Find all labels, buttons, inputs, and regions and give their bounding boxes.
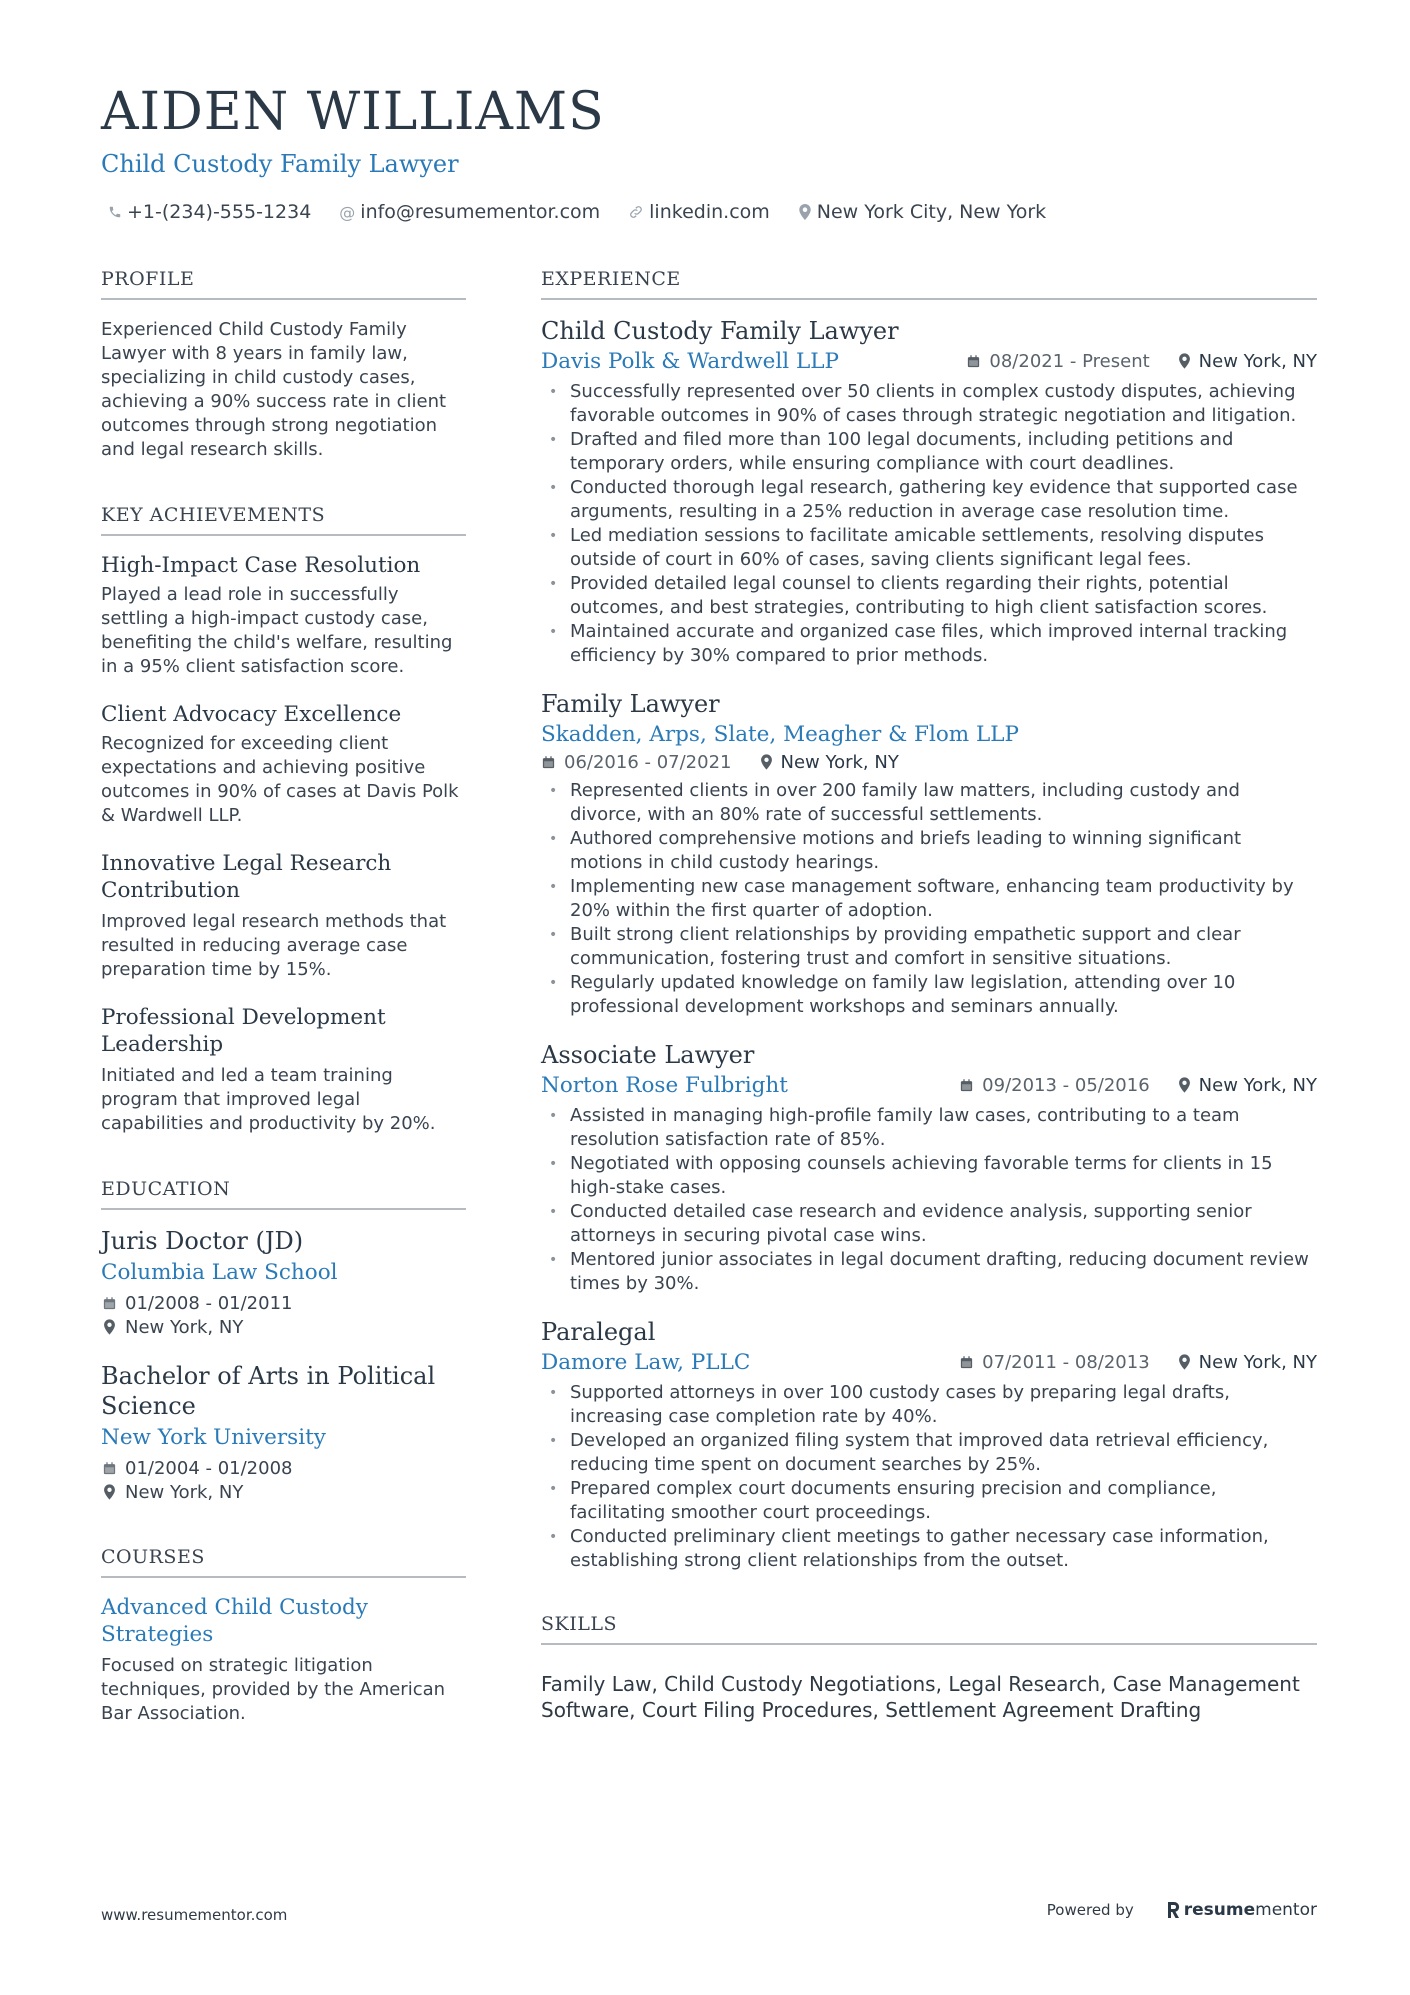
map-pin-icon: [101, 1484, 117, 1500]
bullet-item: • Successfully represented over 50 clients in complex custody disputes, achieving favorable outcomes in 90% of cases through strategic negotiation and litigation.: [541, 380, 1317, 428]
footer-branding: [1047, 1900, 1317, 1920]
job-location: [1178, 1075, 1317, 1096]
education-heading: EDUCATION: [101, 1178, 466, 1210]
bullet-item: • Represented clients in over 200 family law matters, including custody and divorce, with an 80% rate of successful settlements.: [541, 779, 1317, 827]
location-text: New York, NY: [1198, 350, 1317, 372]
education-dates: [101, 1456, 466, 1480]
job-row: [541, 346, 1317, 376]
calendar-icon: [966, 354, 981, 369]
company-name: Norton Rose Fulbright: [541, 1072, 788, 1098]
education-dates: [101, 1291, 466, 1315]
candidate-name: AIDEN WILLIAMS: [101, 82, 605, 142]
bullet-item: • Implementing new case management software, enhancing team productivity by 20% within the first quarter of adoption.: [541, 875, 1317, 923]
experience-heading: EXPERIENCE: [541, 268, 1317, 300]
skills-text: Family Law, Child Custody Negotiations, Legal Research, Case Management Software, Court Filing Procedures, Settlement Agreement Drafting: [541, 1672, 1300, 1722]
bullet-item: • Developed an organized filing system that improved data retrieval efficiency, reducing time spent on document searches by 25%.: [541, 1429, 1317, 1477]
bullet-item: • Conducted detailed case research and evidence analysis, supporting senior attorneys in securing pivotal case wins.: [541, 1200, 1317, 1248]
contact-bar: [108, 201, 1074, 223]
candidate-title: Child Custody Family Lawyer: [101, 150, 459, 178]
calendar-icon: [959, 1355, 974, 1370]
job-row: [541, 1347, 1317, 1377]
link-icon: [628, 204, 644, 220]
achievement-text: Recognized for exceeding client expectations and achieving positive outcomes in 90% of cases at Davis Polk & Wardwell LLP.: [101, 733, 459, 826]
education-location: [101, 1480, 466, 1504]
education-item: [101, 1226, 466, 1339]
job-row: [541, 1070, 1317, 1100]
brand-logo[interactable]: [1166, 1900, 1317, 1920]
profile-heading: PROFILE: [101, 268, 466, 300]
location-text: New York, NY: [1198, 1351, 1317, 1373]
job-dates: [959, 1352, 1150, 1373]
powered-by-text: Powered by: [1046, 1901, 1134, 1919]
achievements-heading: KEY ACHIEVEMENTS: [101, 504, 466, 536]
course-item: [101, 1594, 466, 1726]
job-entry: [541, 1040, 1317, 1296]
dates-text: 07/2011 - 08/2013: [982, 1351, 1150, 1373]
bullet-item: • Maintained accurate and organized case files, which improved internal tracking efficiency by 30% compared to prior methods.: [541, 620, 1317, 668]
bullet-item: • Regularly updated knowledge on family law legislation, attending over 10 professional development workshops and seminars annually.: [541, 971, 1317, 1019]
job-bullets: [541, 380, 1317, 668]
bullet-item: • Supported attorneys in over 100 custody cases by preparing legal drafts, increasing case completion rate by 40%.: [541, 1381, 1317, 1429]
map-pin-icon: [760, 754, 773, 770]
bullet-item: • Negotiated with opposing counsels achieving favorable terms for clients in 15 high-stake cases.: [541, 1152, 1317, 1200]
job-title: Family Lawyer: [541, 690, 720, 718]
profile-text: Experienced Child Custody Family Lawyer with 8 years in family law, specializing in child custody cases, achieving a 90% success rate in client outcomes through strong negotiation and legal research skills.: [101, 319, 447, 460]
calendar-icon: [101, 1461, 117, 1476]
phone-icon: [108, 205, 122, 219]
job-title: Paralegal: [541, 1318, 656, 1346]
achievement-title: Professional Development Leadership: [101, 1005, 386, 1057]
map-pin-icon: [1178, 1077, 1191, 1093]
job-dates: [966, 351, 1149, 372]
bullet-item: • Conducted thorough legal research, gathering key evidence that supported case arguments, resulting in a 25% reduction in average case resolution time.: [541, 476, 1317, 524]
location-text: New York, NY: [780, 751, 899, 773]
job-dates: [959, 1075, 1150, 1096]
calendar-icon: [959, 1078, 974, 1093]
achievement-title: Client Advocacy Excellence: [101, 702, 402, 727]
bullet-item: • Drafted and filed more than 100 legal documents, including petitions and temporary orders, while ensuring compliance with court deadlines.: [541, 428, 1317, 476]
achievement-title: Innovative Legal Research Contribution: [101, 851, 392, 903]
email-text[interactable]: info@resumementor.com: [360, 201, 601, 223]
job-meta: [541, 749, 1317, 775]
bullet-item: • Provided detailed legal counsel to clients regarding their rights, potential outcomes, and best strategies, contributing to high client satisfaction scores.: [541, 572, 1317, 620]
bullet-item: • Prepared complex court documents ensuring precision and compliance, facilitating smoother court proceedings.: [541, 1477, 1317, 1525]
location-text: New York City, New York: [816, 201, 1047, 223]
education-location: [101, 1315, 466, 1339]
job-bullets: [541, 1381, 1317, 1573]
footer-website[interactable]: www.resumementor.com: [101, 1906, 288, 1924]
degree-title: Bachelor of Arts in Political Science: [101, 1362, 436, 1420]
bullet-item: • Authored comprehensive motions and briefs leading to winning significant motions in child custody hearings.: [541, 827, 1317, 875]
right-column: [541, 268, 1317, 1723]
dates-text: 08/2021 - Present: [989, 350, 1150, 372]
skills-heading: SKILLS: [541, 1613, 1317, 1645]
company-name: Skadden, Arps, Slate, Meagher & Flom LLP: [541, 721, 1020, 747]
dates-text: 01/2004 - 01/2008: [125, 1457, 293, 1479]
course-title: Advanced Child Custody Strategies: [101, 1595, 368, 1647]
left-column: [101, 268, 466, 1726]
location-text: New York, NY: [1198, 1074, 1317, 1096]
dates-text: 09/2013 - 05/2016: [982, 1074, 1150, 1096]
job-meta: [959, 1075, 1317, 1096]
course-text: Focused on strategic litigation techniques, provided by the American Bar Association.: [101, 1655, 446, 1724]
bullet-item: • Led mediation sessions to facilitate amicable settlements, resolving disputes outside of court in 60% of cases, saving clients significant legal fees.: [541, 524, 1317, 572]
brand-text-resume: resume: [1183, 1900, 1256, 1920]
calendar-icon: [541, 755, 556, 770]
job-bullets: [541, 1104, 1317, 1296]
contact-phone: [108, 201, 311, 223]
contact-email[interactable]: [339, 201, 600, 223]
school-name: Columbia Law School: [101, 1260, 338, 1285]
calendar-icon: [101, 1296, 117, 1311]
bullet-item: • Built strong client relationships by providing empathetic support and clear communication, fostering trust and comfort in sensitive situations.: [541, 923, 1317, 971]
achievement-item: [101, 552, 466, 679]
bullet-item: • Assisted in managing high-profile family law cases, contributing to a team resolution satisfaction rate of 85%.: [541, 1104, 1317, 1152]
achievement-title: High-Impact Case Resolution: [101, 553, 421, 578]
dates-text: 06/2016 - 07/2021: [564, 751, 732, 773]
map-pin-icon: [798, 204, 812, 220]
achievement-item: [101, 701, 466, 828]
map-pin-icon: [1178, 353, 1191, 369]
job-location: [1178, 351, 1317, 372]
bullet-item: • Conducted preliminary client meetings to gather necessary case information, establishing strong client relationships from the outset.: [541, 1525, 1317, 1573]
linkedin-text[interactable]: linkedin.com: [649, 201, 770, 223]
degree-title: Juris Doctor (JD): [101, 1227, 304, 1255]
job-location: [760, 752, 899, 773]
at-icon: @: [339, 202, 356, 222]
job-title: Associate Lawyer: [541, 1041, 755, 1069]
achievement-item: [101, 1004, 466, 1136]
map-pin-icon: [101, 1319, 117, 1335]
education-item: [101, 1361, 466, 1504]
bullet-item: • Mentored junior associates in legal document drafting, reducing document review times by 30%.: [541, 1248, 1317, 1296]
school-name: New York University: [101, 1425, 326, 1450]
achievement-text: Initiated and led a team training program that improved legal capabilities and productivity by 20%.: [101, 1065, 436, 1134]
achievement-text: Played a lead role in successfully settling a high-impact custody case, benefiting the child's welfare, resulting in a 95% client satisfaction score.: [101, 584, 453, 677]
achievement-text: Improved legal research methods that resulted in reducing average case preparation time by 15%.: [101, 911, 447, 980]
job-entry: [541, 316, 1317, 668]
brand-mark-icon: [1166, 1900, 1180, 1920]
achievement-item: [101, 850, 466, 982]
dates-text: 01/2008 - 01/2011: [125, 1292, 293, 1314]
map-pin-icon: [1178, 1354, 1191, 1370]
job-location: [1178, 1352, 1317, 1373]
job-bullets: [541, 779, 1317, 1019]
contact-location: [798, 201, 1046, 223]
job-entry: [541, 689, 1317, 1019]
job-meta: [959, 1352, 1317, 1373]
job-entry: [541, 1317, 1317, 1573]
brand-text-mentor: mentor: [1255, 1900, 1317, 1920]
job-row: [541, 719, 1317, 749]
job-meta: [966, 351, 1317, 372]
company-name: Damore Law, PLLC: [541, 1349, 751, 1375]
location-text: New York, NY: [125, 1481, 244, 1503]
job-title: Child Custody Family Lawyer: [541, 317, 899, 345]
courses-heading: COURSES: [101, 1546, 466, 1578]
job-dates: [541, 752, 732, 773]
location-text: New York, NY: [125, 1316, 244, 1338]
phone-text: +1-(234)-555-1234: [127, 201, 312, 223]
contact-linkedin[interactable]: [628, 201, 770, 223]
company-name: Davis Polk & Wardwell LLP: [541, 348, 840, 374]
